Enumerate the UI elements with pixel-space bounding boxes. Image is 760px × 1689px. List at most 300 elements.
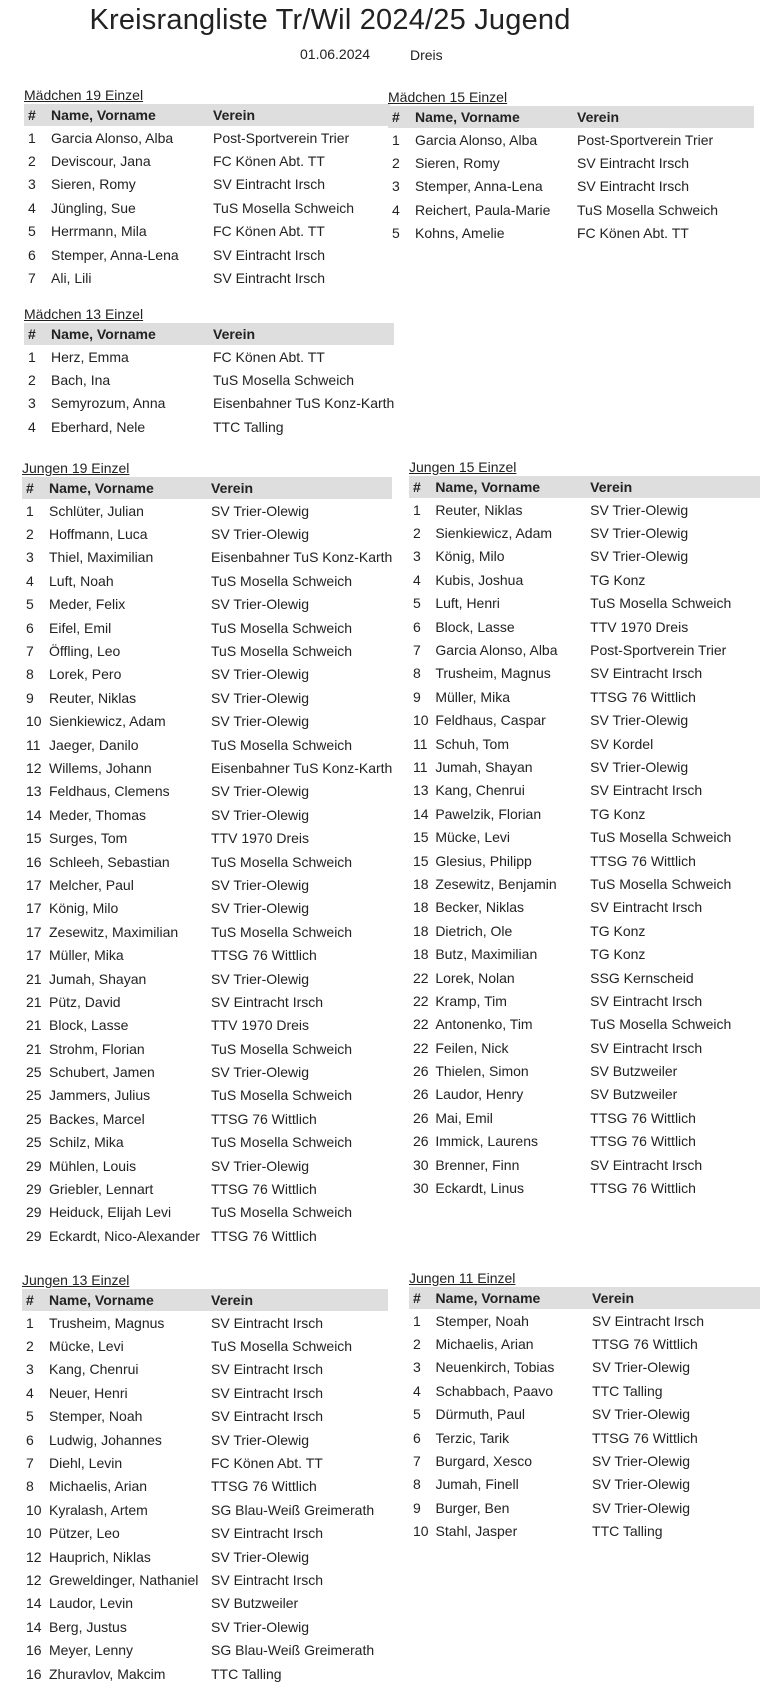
- player-name-cell: Garcia Alonso, Alba: [435, 642, 558, 659]
- column-header-club: Verein: [573, 106, 754, 128]
- table-row: [22, 1107, 392, 1130]
- rank-cell: 6: [26, 619, 34, 636]
- rank-cell: 2: [413, 1336, 421, 1353]
- player-name-cell: Feldhaus, Caspar: [435, 712, 546, 729]
- rank-cell: 4: [413, 1382, 421, 1399]
- club-cell: SV Trier-Olewig: [211, 970, 310, 987]
- club-cell: SV Eintracht Irsch: [211, 1361, 324, 1378]
- player-name-cell: Kang, Chenrui: [49, 1361, 139, 1378]
- club-cell: SV Trier-Olewig: [590, 548, 689, 565]
- table-row: [409, 1176, 760, 1199]
- table-row: [24, 220, 390, 243]
- player-name-cell: Zesewitz, Benjamin: [435, 875, 557, 892]
- rank-cell: 6: [413, 1429, 421, 1446]
- player-name-cell: Eberhard, Nele: [51, 418, 146, 435]
- table-row: [22, 1522, 388, 1545]
- table-row: [22, 569, 392, 592]
- table-row: [409, 1153, 760, 1176]
- club-cell: TTV 1970 Dreis: [590, 618, 689, 635]
- rank-cell: 2: [28, 372, 36, 389]
- column-header-rank: #: [409, 476, 431, 498]
- table-row: [22, 1224, 392, 1247]
- club-cell: TTSG 76 Wittlich: [590, 688, 696, 705]
- club-cell: SV Eintracht Irsch: [211, 1525, 324, 1542]
- rank-cell: 21: [26, 970, 42, 987]
- club-cell: SV Trier-Olewig: [211, 1431, 310, 1448]
- player-name-cell: Schabbach, Paavo: [435, 1382, 554, 1399]
- rank-cell: 9: [413, 1499, 421, 1516]
- table-row: [409, 1013, 760, 1036]
- table-row: [22, 522, 392, 545]
- rank-cell: 26: [413, 1086, 429, 1103]
- club-cell: TTSG 76 Wittlich: [211, 1227, 317, 1244]
- club-cell: SV Eintracht Irsch: [213, 270, 326, 287]
- table-row: [22, 1201, 392, 1224]
- club-cell: TuS Mosella Schweich: [213, 199, 355, 216]
- table-row: [22, 943, 392, 966]
- section-maedchen-13: [24, 305, 394, 439]
- section-jungen-15: [409, 458, 760, 1200]
- player-name-cell: Sienkiewicz, Adam: [49, 713, 166, 730]
- player-name-cell: Block, Lasse: [49, 1017, 129, 1034]
- rank-cell: 30: [413, 1156, 429, 1173]
- table-row: [22, 1381, 388, 1404]
- rank-cell: 7: [26, 1455, 34, 1472]
- player-name-cell: Feilen, Nick: [435, 1039, 509, 1056]
- player-name-cell: Garcia Alonso, Alba: [415, 131, 538, 148]
- player-name-cell: Immick, Laurens: [435, 1133, 539, 1150]
- club-cell: TTC Talling: [213, 418, 284, 435]
- club-cell: SV Eintracht Irsch: [213, 246, 326, 263]
- player-name-cell: Backes, Marcel: [49, 1110, 145, 1127]
- table-row: [409, 732, 760, 755]
- section-title: Mädchen 19 Einzel: [24, 87, 144, 103]
- player-name-cell: Öffling, Leo: [49, 643, 121, 660]
- player-name-cell: Eifel, Emil: [49, 619, 112, 636]
- table-row: [22, 1334, 388, 1357]
- club-cell: SV Trier-Olewig: [590, 758, 689, 775]
- rank-cell: 22: [413, 992, 429, 1009]
- player-name-cell: Greweldinger, Nathaniel: [49, 1571, 199, 1588]
- table-row: [22, 733, 392, 756]
- ranking-table: [388, 106, 754, 245]
- table-row: [22, 710, 392, 733]
- club-cell: FC Könen Abt. TT: [213, 223, 325, 240]
- table-row: [22, 1358, 388, 1381]
- table-header: [388, 106, 754, 128]
- club-cell: SV Eintracht Irsch: [590, 899, 703, 916]
- table-row: [22, 1568, 388, 1591]
- rank-cell: 4: [413, 571, 421, 588]
- club-cell: TuS Mosella Schweich: [213, 372, 355, 389]
- club-cell: TTSG 76 Wittlich: [211, 947, 317, 964]
- table-row: [409, 802, 760, 825]
- player-name-cell: Mücke, Levi: [435, 829, 511, 846]
- table-row: [409, 1520, 760, 1543]
- club-cell: TTV 1970 Dreis: [211, 830, 310, 847]
- table-row: [22, 1154, 392, 1177]
- rank-cell: 6: [26, 1431, 34, 1448]
- club-cell: TTSG 76 Wittlich: [590, 1133, 696, 1150]
- table-row: [22, 1311, 388, 1334]
- club-cell: TuS Mosella Schweich: [211, 643, 353, 660]
- table-row: [22, 1131, 392, 1154]
- player-name-cell: Schlüter, Julian: [49, 502, 144, 519]
- club-cell: SV Eintracht Irsch: [213, 176, 326, 193]
- table-row: [22, 616, 392, 639]
- rank-cell: 7: [413, 1453, 421, 1470]
- player-name-cell: Berg, Justus: [49, 1618, 127, 1635]
- club-cell: SV Eintracht Irsch: [590, 1039, 703, 1056]
- club-cell: SV Eintracht Irsch: [577, 155, 690, 172]
- club-cell: TuS Mosella Schweich: [211, 1040, 353, 1057]
- club-cell: TTSG 76 Wittlich: [211, 1478, 317, 1495]
- player-name-cell: Feldhaus, Clemens: [49, 783, 170, 800]
- rank-cell: 9: [413, 688, 421, 705]
- club-cell: TuS Mosella Schweich: [211, 923, 353, 940]
- rank-cell: 3: [28, 176, 36, 193]
- player-name-cell: Dürmuth, Paul: [435, 1406, 525, 1423]
- club-cell: SV Trier-Olewig: [211, 526, 310, 543]
- rank-cell: 16: [26, 1642, 42, 1659]
- club-cell: TTSG 76 Wittlich: [590, 1109, 696, 1126]
- rank-cell: 25: [26, 1087, 42, 1104]
- player-name-cell: Burgard, Xesco: [435, 1453, 533, 1470]
- player-name-cell: Heiduck, Elijah Levi: [49, 1204, 172, 1221]
- rank-cell: 30: [413, 1180, 429, 1197]
- player-name-cell: Jüngling, Sue: [51, 199, 136, 216]
- event-date: 01.06.2024: [300, 46, 371, 62]
- table-header: [409, 1287, 760, 1309]
- player-name-cell: Bach, Ina: [51, 372, 111, 389]
- table-row: [409, 1356, 760, 1379]
- table-header: [24, 323, 394, 345]
- table-row: [22, 1405, 388, 1428]
- rank-cell: 21: [26, 1040, 42, 1057]
- table-row: [409, 755, 760, 778]
- rank-cell: 10: [26, 713, 42, 730]
- table-row: [388, 128, 754, 151]
- column-header-name: Name, Vorname: [432, 1287, 589, 1309]
- player-name-cell: Thielen, Simon: [435, 1063, 529, 1080]
- player-name-cell: Block, Lasse: [435, 618, 515, 635]
- table-row: [409, 1426, 760, 1449]
- table-row: [388, 222, 754, 245]
- rank-cell: 4: [26, 572, 34, 589]
- club-cell: TG Konz: [590, 571, 646, 588]
- club-cell: SV Eintracht Irsch: [590, 1156, 703, 1173]
- player-name-cell: Sienkiewicz, Adam: [435, 525, 553, 542]
- club-cell: TuS Mosella Schweich: [211, 736, 353, 753]
- club-cell: SV Butzweiler: [211, 1595, 299, 1612]
- club-cell: TuS Mosella Schweich: [590, 595, 732, 612]
- player-name-cell: Mücke, Levi: [49, 1338, 124, 1355]
- club-cell: SV Trier-Olewig: [590, 712, 689, 729]
- column-header-name: Name, Vorname: [47, 323, 209, 345]
- player-name-cell: Stemper, Noah: [49, 1408, 143, 1425]
- table-row: [409, 1130, 760, 1153]
- table-row: [22, 1084, 392, 1107]
- rank-cell: 16: [26, 1665, 42, 1682]
- club-cell: SV Eintracht Irsch: [590, 782, 703, 799]
- table-row: [22, 1545, 388, 1568]
- ranking-table: [22, 1289, 388, 1685]
- club-cell: TuS Mosella Schweich: [590, 875, 732, 892]
- table-row: [22, 920, 392, 943]
- club-cell: TTC Talling: [592, 1523, 663, 1540]
- club-cell: TuS Mosella Schweich: [211, 572, 353, 589]
- player-name-cell: Ali, Lili: [51, 270, 92, 287]
- table-row: [22, 780, 392, 803]
- club-cell: SV Trier-Olewig: [211, 876, 310, 893]
- table-row: [22, 1060, 392, 1083]
- table-row: [409, 919, 760, 942]
- table-row: [22, 1662, 388, 1685]
- rank-cell: 10: [413, 1523, 429, 1540]
- table-row: [24, 243, 390, 266]
- column-header-rank: #: [22, 1289, 45, 1311]
- column-header-rank: #: [24, 323, 47, 345]
- ranking-table: [22, 477, 392, 1248]
- player-name-cell: Trusheim, Magnus: [49, 1314, 165, 1331]
- rank-cell: 4: [26, 1384, 34, 1401]
- player-name-cell: Lorek, Nolan: [435, 969, 515, 986]
- player-name-cell: Stemper, Anna-Lena: [51, 246, 179, 263]
- rank-cell: 10: [26, 1501, 42, 1518]
- rank-cell: 5: [28, 223, 36, 240]
- table-row: [388, 175, 754, 198]
- player-name-cell: Ludwig, Johannes: [49, 1431, 162, 1448]
- rank-cell: 8: [26, 1478, 34, 1495]
- club-cell: SSG Kernscheid: [590, 969, 694, 986]
- club-cell: SV Eintracht Irsch: [592, 1312, 705, 1329]
- club-cell: TG Konz: [590, 946, 646, 963]
- rank-cell: 11: [26, 736, 41, 753]
- rank-cell: 16: [26, 853, 42, 870]
- table-row: [388, 151, 754, 174]
- player-name-cell: Müller, Mika: [49, 947, 124, 964]
- player-name-cell: Stemper, Anna-Lena: [415, 178, 543, 195]
- player-name-cell: Pützer, Leo: [49, 1525, 120, 1542]
- club-cell: SV Eintracht Irsch: [211, 1571, 324, 1588]
- club-cell: SV Trier-Olewig: [592, 1453, 691, 1470]
- rank-cell: 26: [413, 1133, 429, 1150]
- club-cell: TTSG 76 Wittlich: [592, 1429, 698, 1446]
- player-name-cell: Luft, Noah: [49, 572, 114, 589]
- player-name-cell: Müller, Mika: [435, 688, 510, 705]
- section-title: Jungen 15 Einzel: [409, 459, 517, 475]
- player-name-cell: Dietrich, Ole: [435, 922, 513, 939]
- club-cell: SV Trier-Olewig: [592, 1476, 691, 1493]
- rank-cell: 17: [26, 876, 42, 893]
- rank-cell: 7: [28, 270, 36, 287]
- rank-cell: 14: [26, 1595, 42, 1612]
- club-cell: TTV 1970 Dreis: [211, 1017, 310, 1034]
- player-name-cell: Garcia Alonso, Alba: [51, 129, 174, 146]
- player-name-cell: Jammers, Julius: [49, 1087, 151, 1104]
- player-name-cell: Jumah, Shayan: [49, 970, 147, 987]
- club-cell: SV Eintracht Irsch: [211, 1408, 324, 1425]
- player-name-cell: Stahl, Jasper: [435, 1523, 518, 1540]
- player-name-cell: Semyrozum, Anna: [51, 395, 166, 412]
- table-row: [22, 967, 392, 990]
- table-row: [388, 198, 754, 221]
- rank-cell: 11: [413, 735, 428, 752]
- section-title: Jungen 11 Einzel: [409, 1270, 516, 1286]
- section-title: Mädchen 13 Einzel: [24, 306, 144, 322]
- rank-cell: 18: [413, 875, 429, 892]
- rank-cell: 4: [28, 199, 36, 216]
- rank-cell: 17: [26, 900, 42, 917]
- table-row: [409, 592, 760, 615]
- club-cell: SV Eintracht Irsch: [577, 178, 690, 195]
- rank-cell: 5: [392, 225, 400, 242]
- player-name-cell: Glesius, Philipp: [435, 852, 532, 869]
- rank-cell: 18: [413, 946, 429, 963]
- table-row: [409, 1309, 760, 1332]
- club-cell: SG Blau-Weiß Greimerath: [211, 1642, 375, 1659]
- rank-cell: 15: [413, 852, 429, 869]
- table-row: [409, 685, 760, 708]
- table-row: [409, 1403, 760, 1426]
- player-name-cell: Jumah, Shayan: [435, 758, 533, 775]
- event-location: Dreis: [410, 47, 443, 63]
- rank-cell: 7: [26, 643, 34, 660]
- rank-cell: 1: [26, 1314, 34, 1331]
- rank-cell: 22: [413, 969, 429, 986]
- rank-cell: 21: [26, 1017, 42, 1034]
- club-cell: TuS Mosella Schweich: [211, 1338, 353, 1355]
- player-name-cell: Strohm, Florian: [49, 1040, 145, 1057]
- table-row: [409, 872, 760, 895]
- club-cell: SV Trier-Olewig: [590, 501, 689, 518]
- column-header-rank: #: [22, 477, 45, 499]
- player-name-cell: Stemper, Noah: [435, 1312, 529, 1329]
- table-row: [22, 1592, 388, 1615]
- player-name-cell: Herrmann, Mila: [51, 223, 147, 240]
- club-cell: SV Trier-Olewig: [211, 1548, 310, 1565]
- player-name-cell: Diehl, Levin: [49, 1455, 123, 1472]
- rank-cell: 8: [26, 666, 34, 683]
- rank-cell: 17: [26, 947, 42, 964]
- rank-cell: 4: [392, 201, 400, 218]
- rank-cell: 6: [28, 246, 36, 263]
- club-cell: SV Butzweiler: [590, 1086, 678, 1103]
- table-row: [409, 1083, 760, 1106]
- club-cell: TTSG 76 Wittlich: [592, 1336, 698, 1353]
- player-name-cell: Burger, Ben: [435, 1499, 510, 1516]
- player-name-cell: Kohns, Amelie: [415, 225, 505, 242]
- column-header-name: Name, Vorname: [431, 476, 586, 498]
- rank-cell: 22: [413, 1039, 429, 1056]
- section-title: Jungen 13 Einzel: [22, 1272, 130, 1288]
- table-row: [22, 593, 392, 616]
- player-name-cell: Laudor, Henry: [435, 1086, 524, 1103]
- table-row: [22, 756, 392, 779]
- player-name-cell: Neuenkirch, Tobias: [435, 1359, 555, 1376]
- player-name-cell: Mühlen, Louis: [49, 1157, 137, 1174]
- table-row: [22, 990, 392, 1013]
- player-name-cell: Laudor, Levin: [49, 1595, 134, 1612]
- table-row: [24, 392, 394, 415]
- player-name-cell: Eckardt, Nico-Alexander: [49, 1227, 200, 1244]
- player-name-cell: Willems, Johann: [49, 759, 152, 776]
- table-row: [409, 1332, 760, 1355]
- column-header-name: Name, Vorname: [45, 477, 207, 499]
- club-cell: SV Trier-Olewig: [211, 666, 310, 683]
- rank-cell: 29: [26, 1181, 42, 1198]
- club-cell: SV Trier-Olewig: [211, 689, 310, 706]
- rank-cell: 5: [413, 1406, 421, 1423]
- table-row: [409, 896, 760, 919]
- club-cell: SV Trier-Olewig: [592, 1499, 691, 1516]
- rank-cell: 29: [26, 1227, 42, 1244]
- rank-cell: 13: [26, 783, 42, 800]
- club-cell: FC Könen Abt. TT: [211, 1455, 323, 1472]
- column-header-rank: #: [409, 1287, 432, 1309]
- table-header: [24, 104, 390, 126]
- table-row: [409, 849, 760, 872]
- table-row: [24, 345, 394, 368]
- rank-cell: 21: [26, 993, 42, 1010]
- table-row: [22, 1638, 388, 1661]
- club-cell: TuS Mosella Schweich: [211, 1204, 353, 1221]
- player-name-cell: Hauprich, Niklas: [49, 1548, 151, 1565]
- player-name-cell: Brenner, Finn: [435, 1156, 520, 1173]
- rank-cell: 6: [413, 618, 421, 635]
- club-cell: SV Kordel: [590, 735, 654, 752]
- club-cell: Post-Sportverein Trier: [577, 131, 714, 148]
- table-row: [22, 1428, 388, 1451]
- player-name-cell: Butz, Maximilian: [435, 946, 538, 963]
- rank-cell: 29: [26, 1157, 42, 1174]
- table-header: [22, 477, 392, 499]
- column-header-club: Verein: [207, 477, 392, 499]
- section-title: Mädchen 15 Einzel: [388, 89, 508, 105]
- rank-cell: 14: [26, 806, 42, 823]
- player-name-cell: Neuer, Henri: [49, 1384, 128, 1401]
- player-name-cell: Meyer, Lenny: [49, 1642, 134, 1659]
- table-row: [24, 149, 390, 172]
- rank-cell: 3: [392, 178, 400, 195]
- rank-cell: 14: [26, 1618, 42, 1635]
- table-row: [24, 266, 390, 289]
- section-maedchen-19: [24, 86, 390, 290]
- club-cell: SV Trier-Olewig: [592, 1406, 691, 1423]
- column-header-name: Name, Vorname: [45, 1289, 207, 1311]
- club-cell: SV Eintracht Irsch: [211, 993, 324, 1010]
- player-name-cell: Mai, Emil: [435, 1109, 493, 1126]
- club-cell: TuS Mosella Schweich: [590, 829, 732, 846]
- rank-cell: 25: [26, 1134, 42, 1151]
- column-header-club: Verein: [209, 104, 390, 126]
- column-header-club: Verein: [586, 476, 760, 498]
- club-cell: TuS Mosella Schweich: [211, 853, 353, 870]
- rank-cell: 11: [413, 758, 428, 775]
- table-row: [409, 498, 760, 521]
- player-name-cell: Griebler, Lennart: [49, 1181, 154, 1198]
- rank-cell: 26: [413, 1063, 429, 1080]
- table-row: [24, 173, 390, 196]
- club-cell: TTSG 76 Wittlich: [590, 852, 696, 869]
- table-row: [22, 546, 392, 569]
- rank-cell: 2: [28, 153, 36, 170]
- club-cell: SV Trier-Olewig: [211, 1157, 310, 1174]
- club-cell: SV Trier-Olewig: [592, 1359, 691, 1376]
- table-row: [409, 1106, 760, 1129]
- player-name-cell: Reuter, Niklas: [435, 501, 523, 518]
- table-row: [409, 662, 760, 685]
